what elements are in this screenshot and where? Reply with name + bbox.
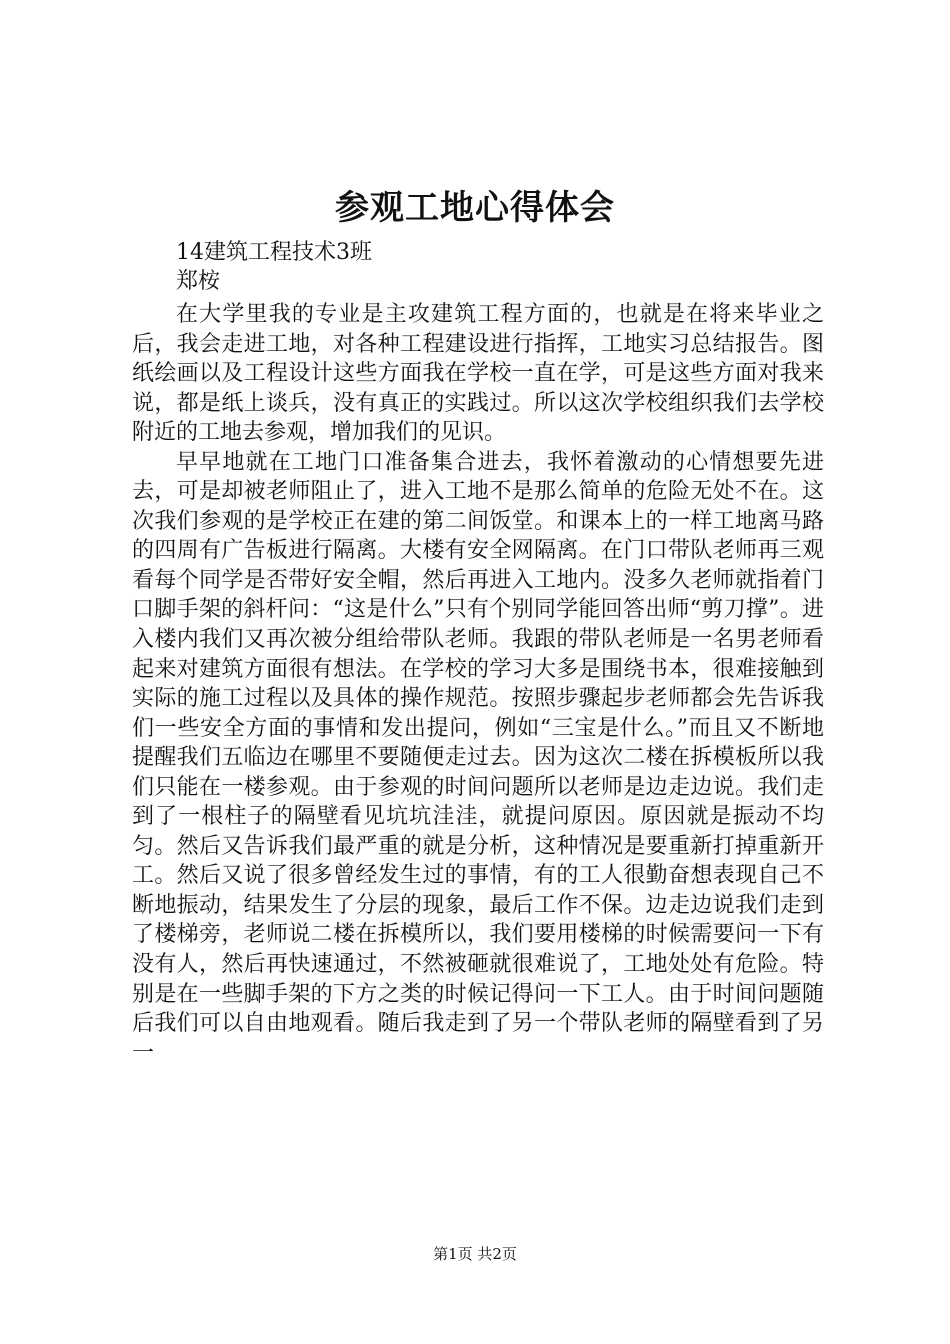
- page-footer: 第1页 共2页: [433, 1245, 517, 1263]
- paragraph-intro: 在大学里我的专业是主攻建筑工程方面的，也就是在将来毕业之后，我会走进工地，对各种工程建设进行指挥，工地实习总结报告。图纸绘画以及工程设计这些方面我在学校一直在学，可是这些方面对我来说，都是纸上谈兵，没有真正的实践过。所以这次学校组织我们去学校附近的工地去参观，增加我们的见识。: [132, 302, 824, 446]
- paragraph-visit: 早早地就在工地门口准备集合进去，我怀着激动的心情想要先进去，可是却被老师阻止了，进入工地不是那么简单的危险无处不在。这次我们参观的是学校正在建的第二间饭堂。和课本上的一样工地离马路的四周有广告板进行隔离。大楼有安全网隔离。在门口带队老师再三观看每个同学是否带好安全帽，然后再进入工地内。没多久老师就指着门口脚手架的斜杆问：“这是什么”只有个别同学能回答出师“剪刀撑”。进入楼内我们又再次被分组给带队老师。我跟的带队老师是一名男老师看起来对建筑方面很有想法。在学校的学习大多是围绕书本，很难接触到实际的施工过程以及具体的操作规范。按照步骤起步老师都会先告诉我们一些安全方面的事情和发出提问，例如“三宝是什么。”而且又不断地提醒我们五临边在哪里不要随便走过去。因为这次二楼在拆模板所以我们只能在一楼参观。由于参观的时间问题所以老师是边走边说。我们走到了一根柱子的隔壁看见坑坑洼洼，就提问原因。原因就是振动不均匀。然后又告诉我们最严重的就是分析，这种情况是要重新打掉重新开工。然后又说了很多曾经发生过的事情，有的工人很勤奋想表现自己不断地振动，结果发生了分层的现象，最后工作不保。边走边说我们走到了楼梯旁，老师说二楼在拆模所以，我们要用楼梯的时候需要问一下有没有人，然后再快速通过，不然被砸就很难说了，工地处处有危险。特别是在一些脚手架的下方之类的时候记得问一下工人。由于时间问题随后我们可以自由地观看。随后我走到了另一个带队老师的隔壁看到了另一: [132, 449, 824, 1066]
- document-body: [132, 300, 824, 1068]
- class-line: 14建筑工程技术3班: [176, 240, 372, 265]
- document-title: 参观工地心得体会: [335, 188, 615, 228]
- author-name: 郑桉: [176, 269, 221, 294]
